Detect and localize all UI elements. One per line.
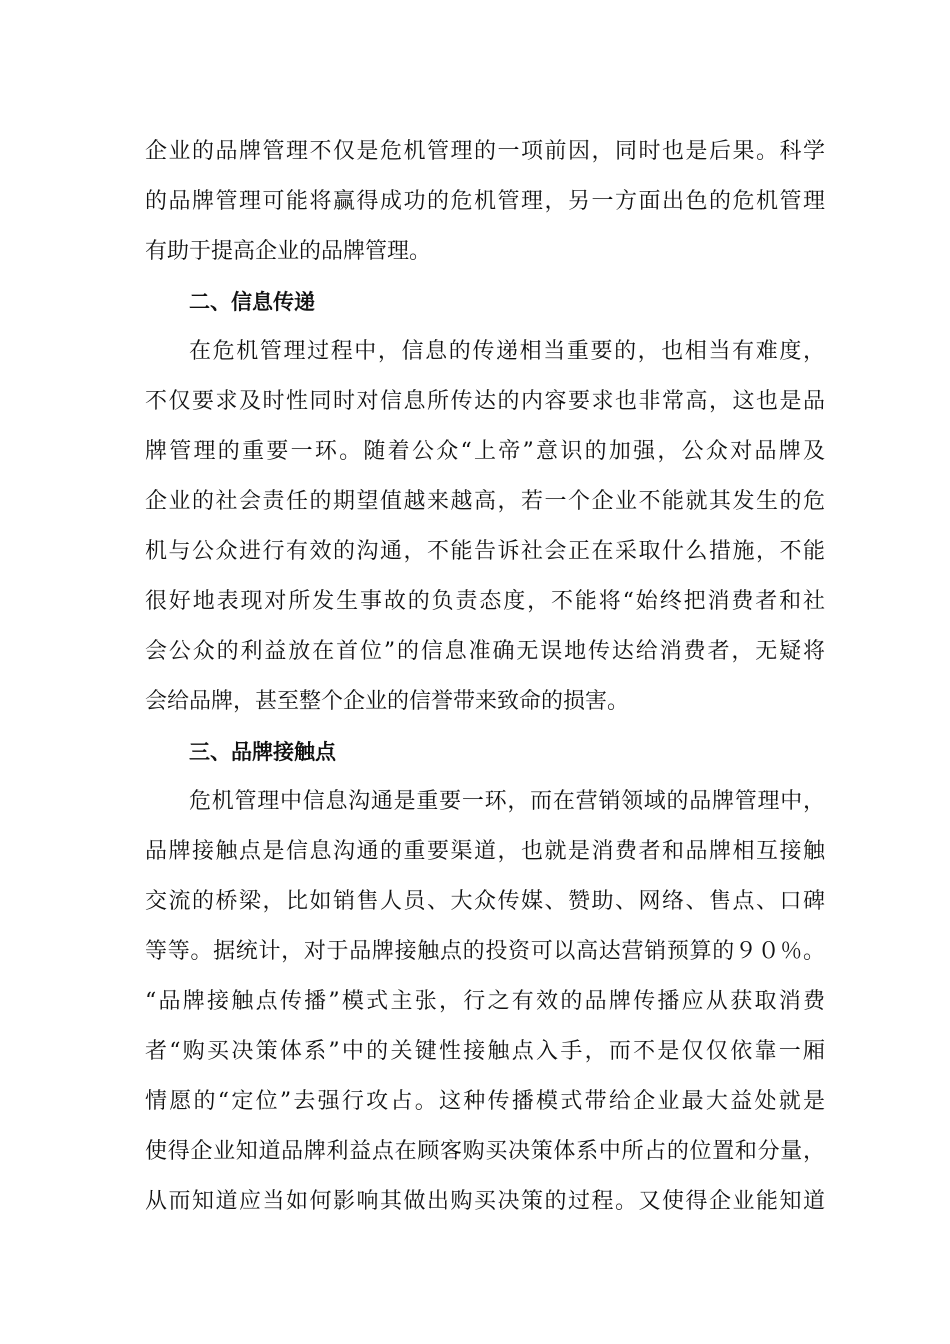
paragraph-line: 的品牌管理可能将赢得成功的危机管理，另一方面出色的危机管理 — [145, 189, 825, 214]
paragraph-line: 企业的社会责任的期望值越来越高，若一个企业不能就其发生的危 — [145, 489, 825, 514]
paragraph-line: 不仅要求及时性同时对信息所传达的内容要求也非常高，这也是品 — [145, 389, 825, 414]
paragraph-line: 使得企业知道品牌利益点在顾客购买决策体系中所占的位置和分量， — [145, 1139, 825, 1164]
paragraph-line: 会给品牌，甚至整个企业的信誉带来致命的损害。 — [145, 689, 630, 714]
paragraph-line: 品牌接触点是信息沟通的重要渠道，也就是消费者和品牌相互接触 — [145, 839, 825, 864]
paragraph-line: 企业的品牌管理不仅是危机管理的一项前因，同时也是后果。科学 — [145, 139, 825, 164]
paragraph-line: 者“购买决策体系”中的关键性接触点入手，而不是仅仅依靠一厢 — [145, 1039, 825, 1064]
section-heading: 三、品牌接触点 — [189, 740, 336, 764]
section-heading: 二、信息传递 — [189, 290, 315, 314]
paragraph-line: “品牌接触点传播”模式主张，行之有效的品牌传播应从获取消费 — [145, 989, 825, 1014]
paragraph-line: 很好地表现对所发生事故的负责态度，不能将“始终把消费者和社 — [145, 589, 825, 614]
paragraph-line: 交流的桥梁，比如销售人员、大众传媒、赞助、网络、售点、口碑 — [145, 889, 825, 914]
paragraph-line: 等等。据统计，对于品牌接触点的投资可以高达营销预算的９０％。 — [145, 939, 825, 964]
paragraph-line: 从而知道应当如何影响其做出购买决策的过程。又使得企业能知道 — [145, 1189, 825, 1214]
paragraph-line: 情愿的“定位”去强行攻占。这种传播模式带给企业最大益处就是 — [145, 1089, 825, 1114]
paragraph-line: 机与公众进行有效的沟通，不能告诉社会正在采取什么措施，不能 — [145, 539, 825, 564]
paragraph-line: 在危机管理过程中，信息的传递相当重要的，也相当有难度， — [189, 339, 825, 364]
paragraph-line: 危机管理中信息沟通是重要一环，而在营销领域的品牌管理中， — [189, 789, 825, 814]
paragraph-line: 会公众的利益放在首位”的信息准确无误地传达给消费者，无疑将 — [145, 639, 825, 664]
paragraph-line: 有助于提高企业的品牌管理。 — [145, 239, 432, 264]
paragraph-line: 牌管理的重要一环。随着公众“上帝”意识的加强，公众对品牌及 — [145, 439, 825, 464]
